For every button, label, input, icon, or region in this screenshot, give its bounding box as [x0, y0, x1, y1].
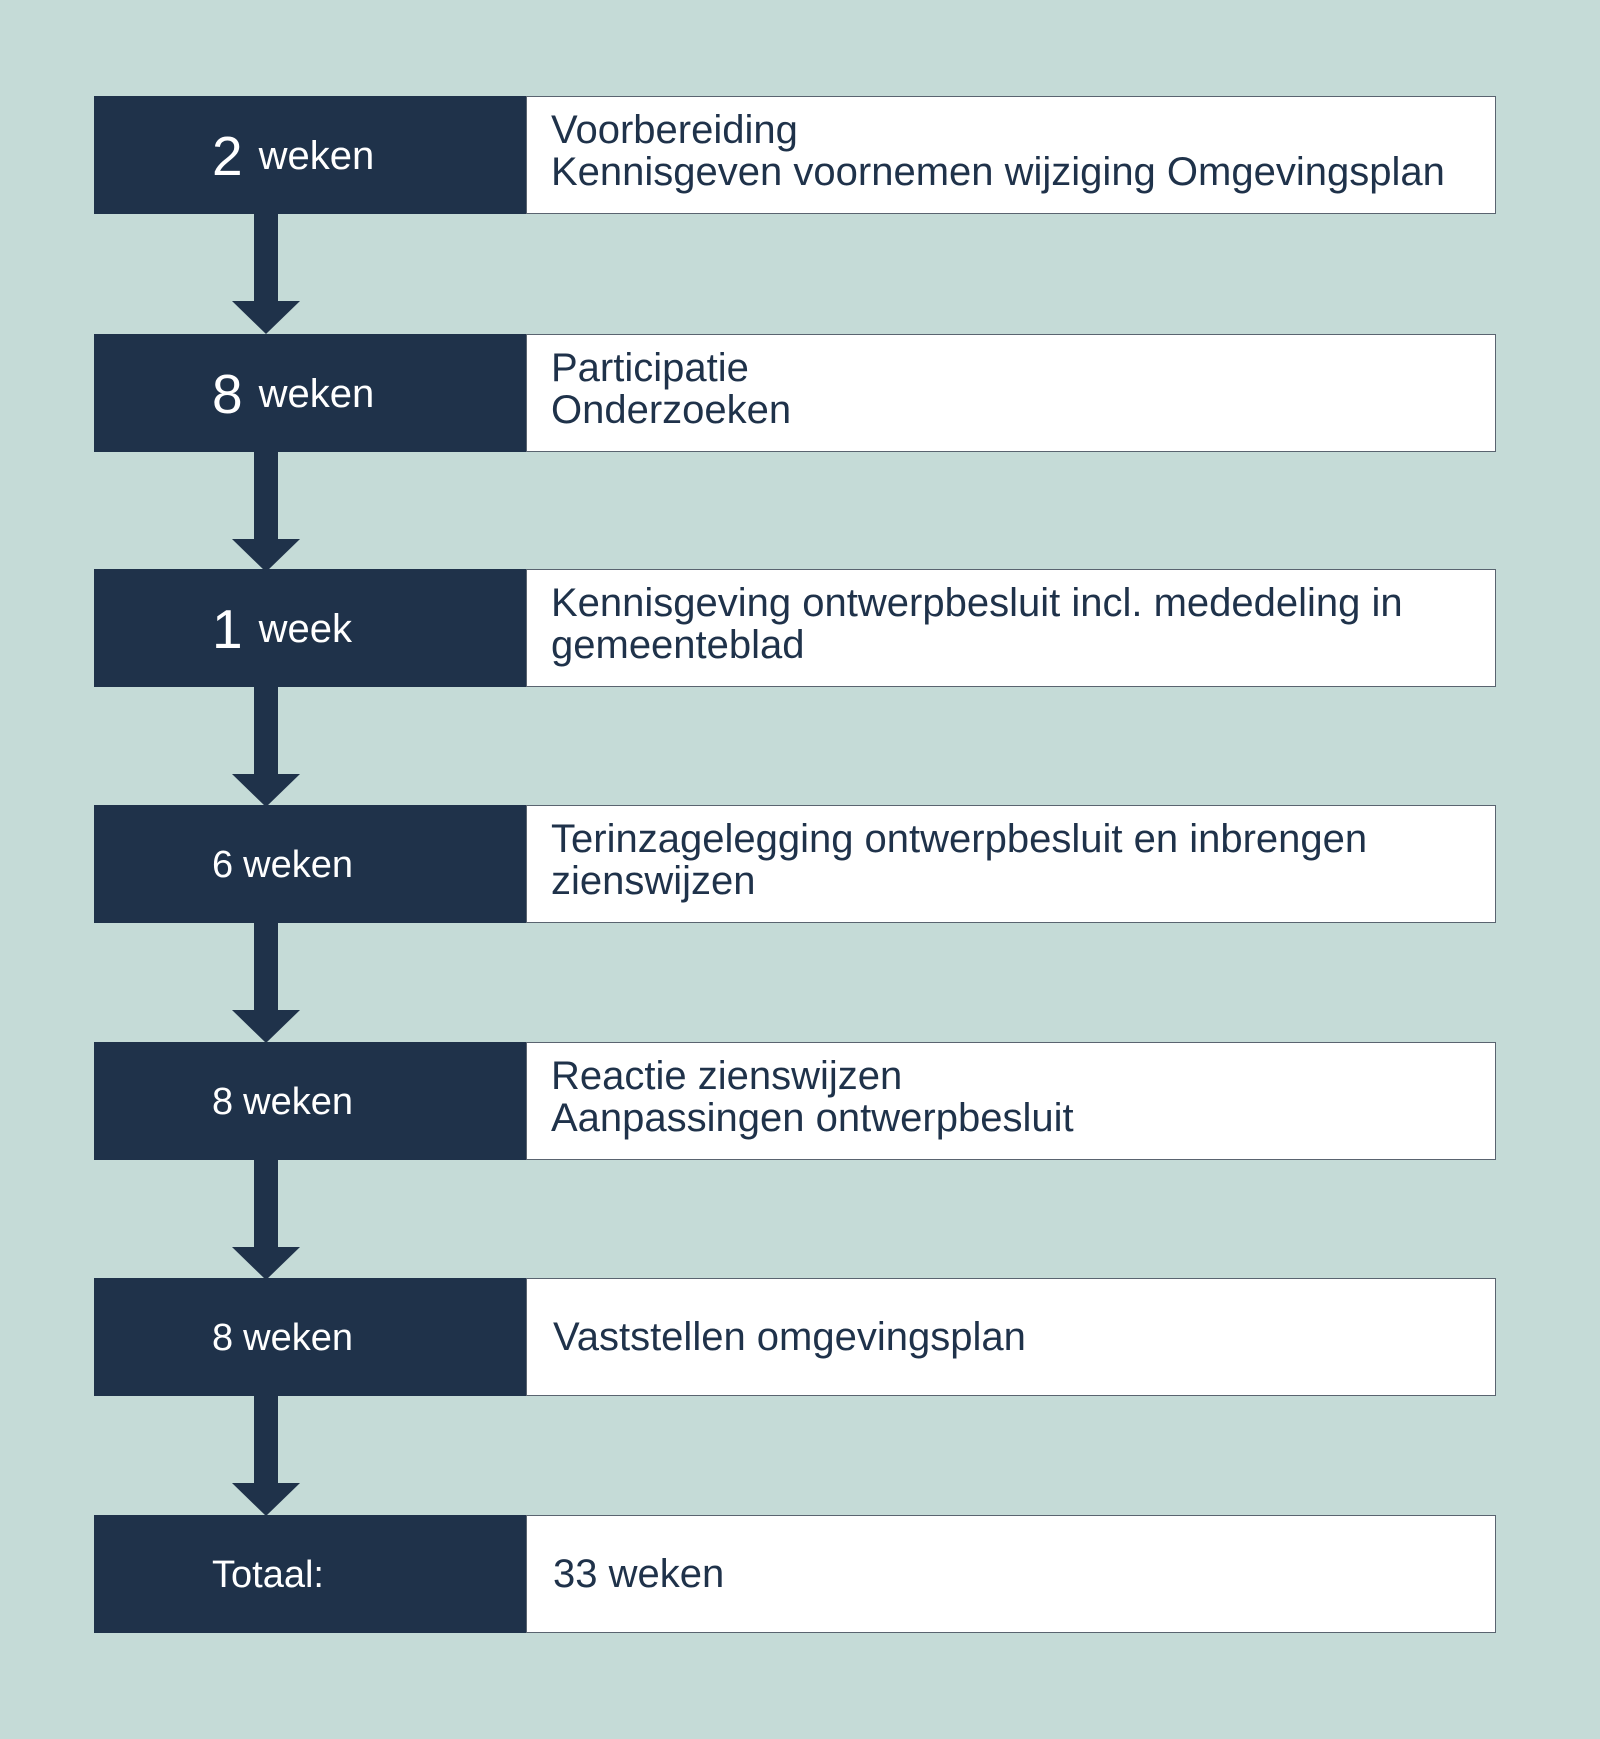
step-duration-number: 8 — [212, 1316, 234, 1359]
step-description-line: Participatie — [551, 346, 749, 390]
step-row-2 — [94, 334, 1496, 452]
step-duration-5 — [94, 1042, 526, 1160]
step-duration-unit: weken — [243, 1080, 353, 1123]
step-description-line: Reactie zienswijzen — [551, 1054, 903, 1098]
step-duration-3 — [94, 569, 526, 687]
step-duration-number: 6 — [212, 843, 234, 886]
step-duration-number: 8 — [212, 363, 243, 425]
step-description-1 — [526, 96, 1496, 214]
total-value: 33 weken — [553, 1552, 725, 1596]
step-description-line: Vaststellen omgevingsplan — [553, 1315, 1026, 1359]
flow-arrow-down-icon — [232, 214, 300, 334]
step-duration-number: 1 — [212, 598, 243, 660]
step-duration-2 — [94, 334, 526, 452]
step-description-6 — [526, 1278, 1496, 1396]
step-duration-number: 2 — [212, 125, 243, 187]
step-description-4 — [526, 805, 1496, 923]
step-description-line: Onderzoeken — [551, 388, 792, 432]
total-row — [94, 1515, 1496, 1633]
step-description-2 — [526, 334, 1496, 452]
step-row-6 — [94, 1278, 1496, 1396]
step-duration-6 — [94, 1278, 526, 1396]
step-row-1 — [94, 96, 1496, 214]
step-duration-4 — [94, 805, 526, 923]
step-row-4 — [94, 805, 1496, 923]
step-description-line: Aanpassingen ontwerpbesluit — [551, 1096, 1074, 1140]
flow-arrow-down-icon — [232, 923, 300, 1043]
step-description-5 — [526, 1042, 1496, 1160]
step-description-line: zienswijzen — [551, 859, 756, 903]
step-row-5 — [94, 1042, 1496, 1160]
total-label: Totaal: — [212, 1553, 324, 1596]
total-label-box — [94, 1515, 526, 1633]
step-duration-number: 8 — [212, 1080, 234, 1123]
step-duration-unit: weken — [243, 1316, 353, 1359]
step-duration-unit: weken — [258, 371, 375, 416]
total-value-box — [526, 1515, 1496, 1633]
flow-arrow-down-icon — [232, 452, 300, 572]
step-description-3 — [526, 569, 1496, 687]
step-description-line: Kennisgeven voornemen wijziging Omgevingsplan — [551, 150, 1445, 194]
step-description-line: gemeenteblad — [551, 623, 805, 667]
step-duration-unit: week — [258, 606, 352, 651]
step-description-line: Kennisgeving ontwerpbesluit incl. mededeling in — [551, 581, 1403, 625]
step-description-line: Voorbereiding — [551, 108, 798, 152]
step-row-3 — [94, 569, 1496, 687]
step-description-line: Terinzagelegging ontwerpbesluit en inbrengen — [551, 817, 1368, 861]
flow-arrow-down-icon — [232, 687, 300, 807]
flow-arrow-down-icon — [232, 1160, 300, 1280]
step-duration-1 — [94, 96, 526, 214]
step-duration-unit: weken — [243, 843, 353, 886]
flow-arrow-down-icon — [232, 1396, 300, 1516]
step-duration-unit: weken — [258, 133, 375, 178]
